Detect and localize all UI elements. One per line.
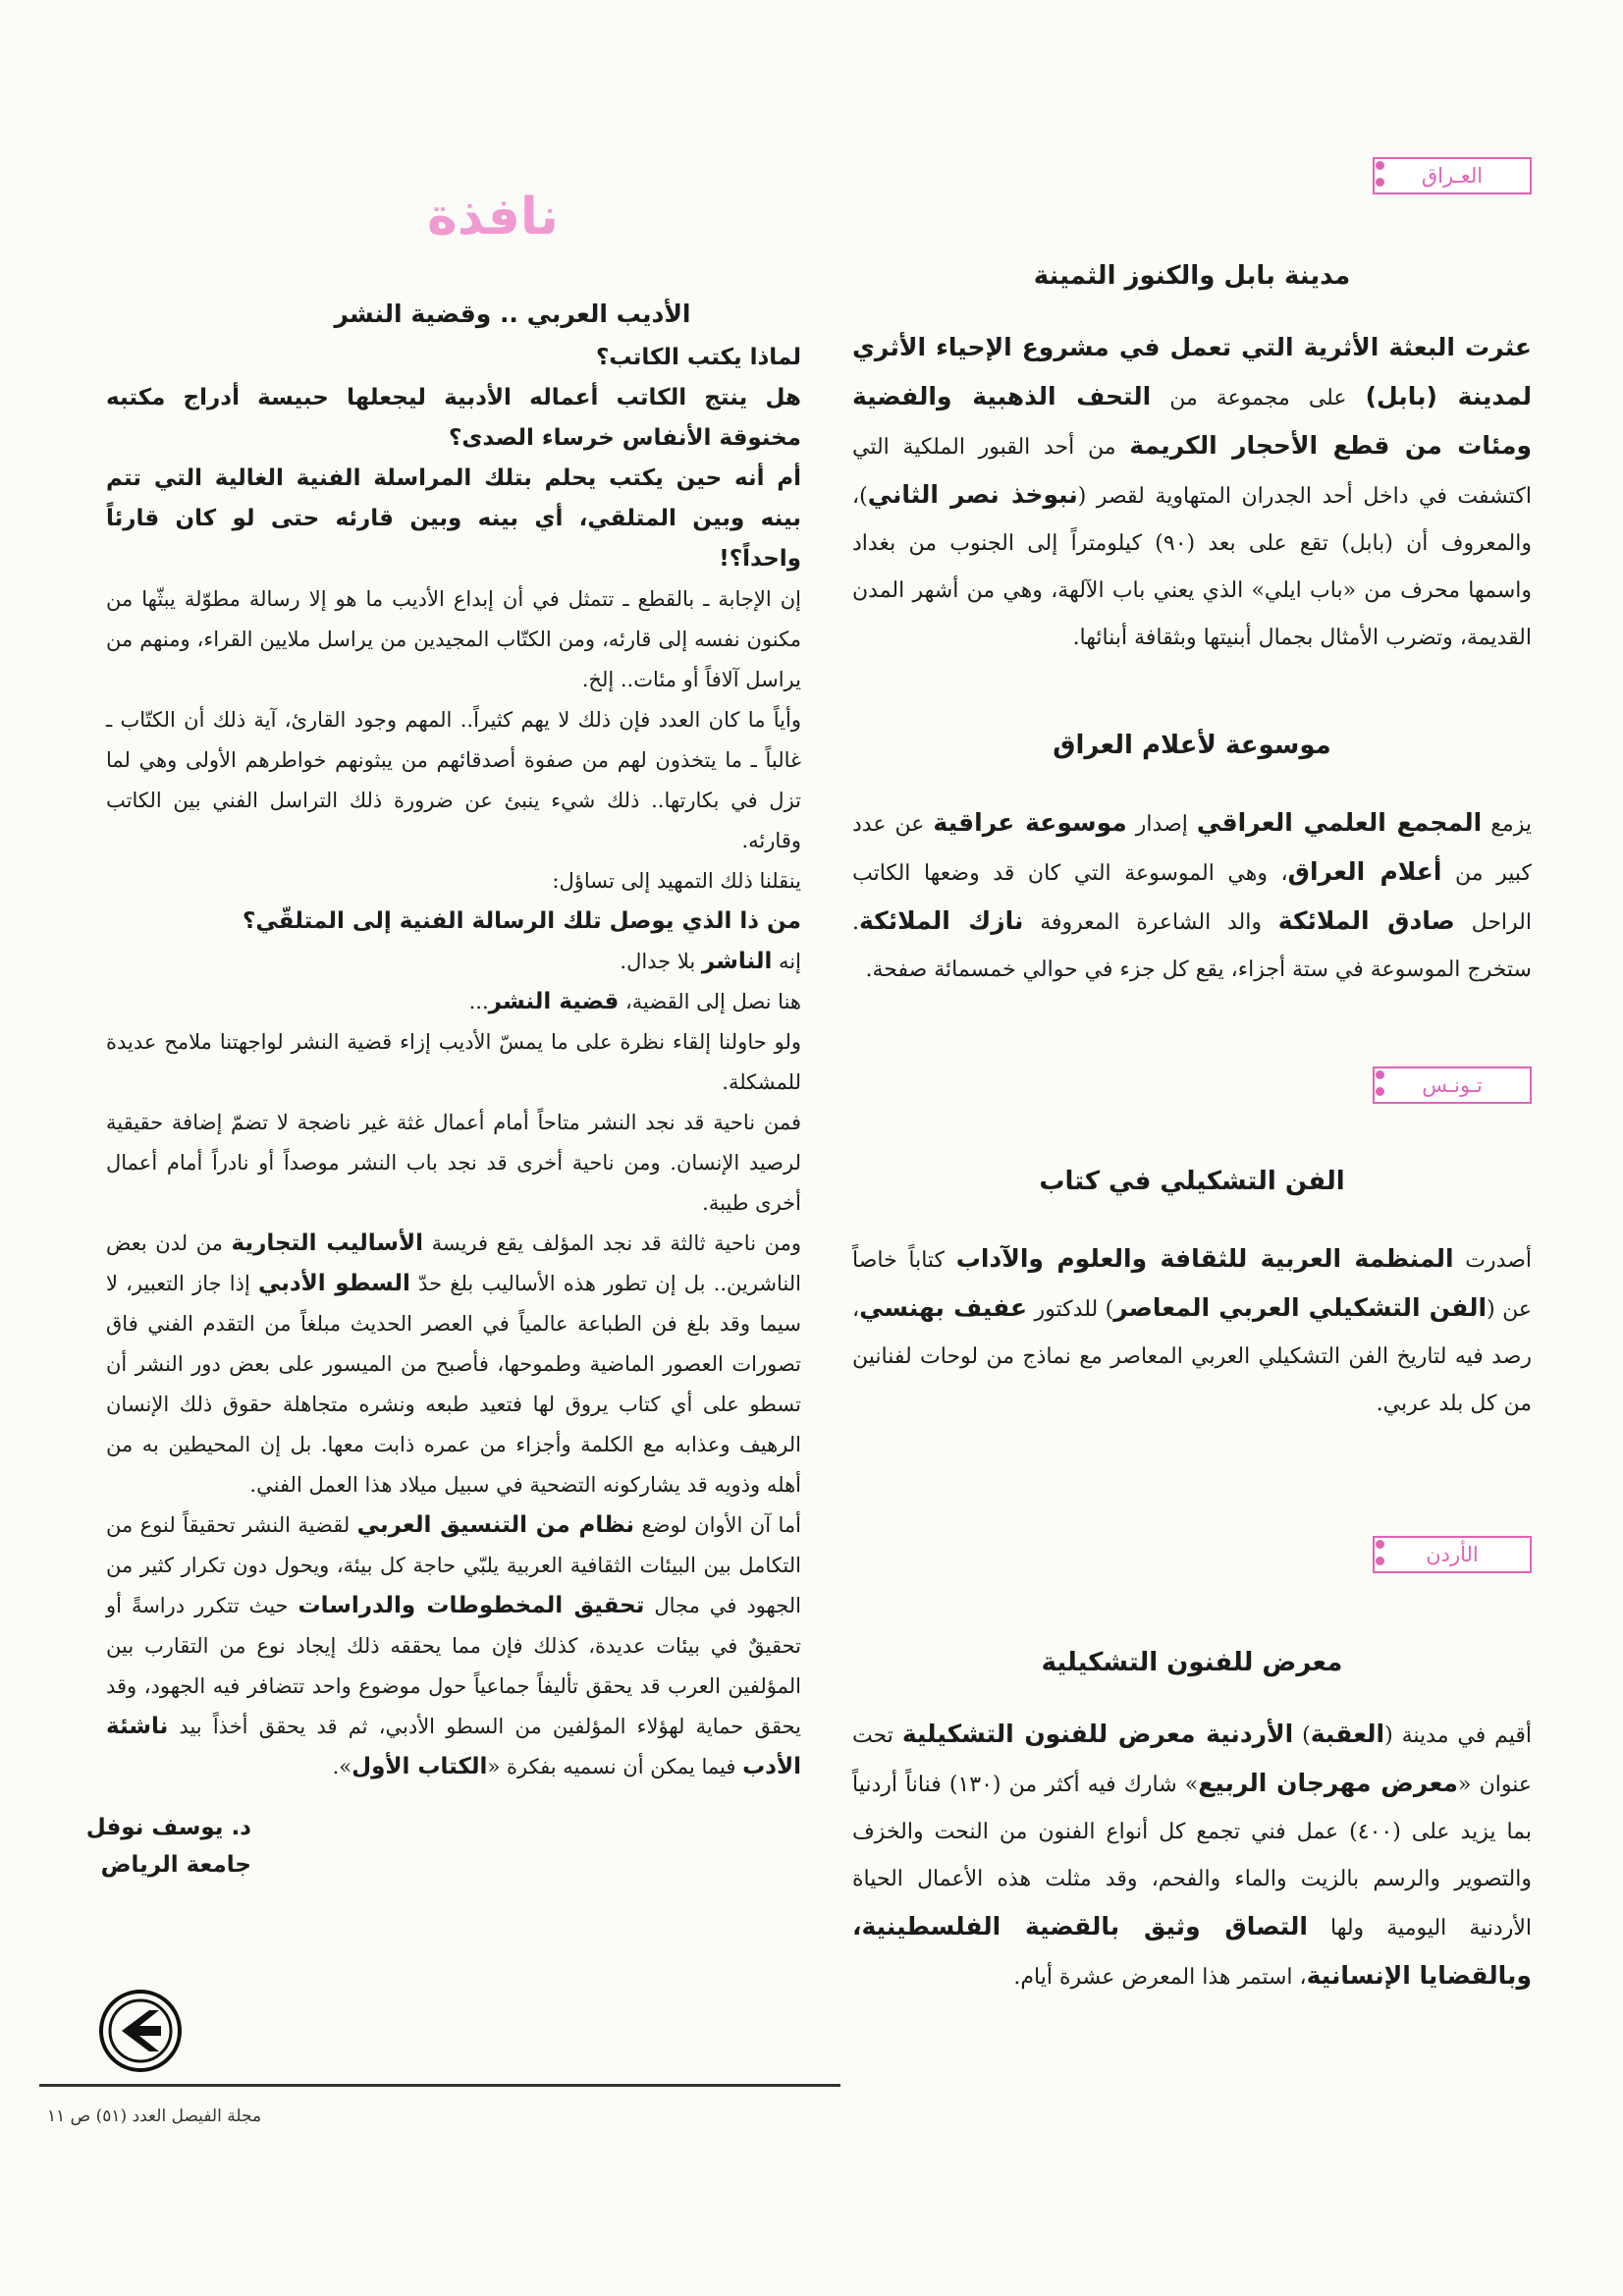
highlighted-phrase: العقبة [1310,1720,1385,1748]
text-run: من أحد القبور الملكية التي اكتشفت في داخل أحد الجدران المتهاوية لقصر ( [852,435,1532,509]
masthead-title: نافذة [427,188,559,246]
highlighted-phrase: نبوخذ نصر الثاني [867,480,1078,509]
page-footer: مجلة الفيصل العدد (٥١) ص ١١ [47,2106,262,2126]
text-run: . ستخرج الموسوعة في ستة أجزاء، يقع كل جزء في حوالي خمسمائة صفحة. [852,910,1532,982]
text-run: عن عدد كبير من [852,812,1532,886]
essay-question: أم أنه حين يكتب يحلم بتلك المراسلة الفنية الغالية التي تتم بينه وبين المتلقي، أي بينه وبين قارئه حتى لو كان قارئاً واحداً؟! [106,465,801,572]
essay-paragraph: إنه الناشر بلا جدال. [620,949,801,974]
text-run: والد الشاعرة المعروفة [1023,910,1278,935]
article-body-art-book [852,1235,1532,1428]
essay-paragraph: ومن ناحية ثالثة قد نجد المؤلف يقع فريسة الأساليب التجارية من لدن بعض الناشرين.. بل إن تطور هذه الأساليب بلغ حدّ السطو الأدبي إذا جاز التعبير، لا سيما وقد بلغ فن الطباعة عالمياً في العصر الحديث مبلغاً من التقدم الفني فاق تصورات العصور الماضية وطموحها، فأصبح من الميسور على بعض دور النشر أن تسطو على أي كتاب يروق لها فتعيد طبعه ونشره متجاهلة حقوق ذلك الإنسان الرهيف وعذابه مع الكلمة وأجزاء من عمره ذابت معها. بل إن المحيطين به من أهله وذويه قد يشاركونه التضحية في سبيل ميلاد هذا العمل الفني. [106,1230,802,1497]
article-body-exhibition [852,1711,1532,2001]
highlighted-phrase: المجمع العلمي العراقي [1196,808,1483,837]
footer-rule [39,2084,840,2087]
text-run: )، والمعروف أن (بابل) تقع على بعد (٩٠) كيلومتراً إلى الجنوب من بغداد واسمها محرف من «باب ايلي» الذي يعني باب الآلهة، وهي من أشهر المدن القديمة، وتضرب الأمثال بجمال أبنيتها وبثقافة أبنائها. [852,484,1533,650]
tag-dots-icon [1371,1540,1384,1573]
essay-paragraph: ينقلنا ذلك التمهيد إلى تساؤل: [552,869,801,893]
highlighted-phrase: التحف الذهبية والفضية ومئات من قطع الأحجار الكريمة [852,382,1532,460]
highlighted-phrase: عفيف بهنسي [859,1293,1028,1322]
essay-signature [85,1809,801,1884]
news-column [852,155,1532,2001]
tag-dots-icon [1371,161,1384,194]
text-run: على مجموعة من [1151,386,1366,410]
tag-label: تـونـس [1373,1066,1532,1104]
text-run: ، استمر هذا المعرض عشرة أيام. [1013,1965,1307,1990]
highlighted-phrase: أعلام العراق [1287,857,1442,886]
text-run: ) [1293,1723,1311,1748]
text-run: أصدرت [1453,1248,1532,1273]
author-affiliation: جامعة الرياض [100,1852,251,1878]
highlighted-phrase: صادق الملائكة [1277,906,1455,935]
highlighted-phrase: الأردنية معرض للفنون التشكيلية [901,1720,1294,1748]
article-title-babylon: مدينة بابل والكنوز الثمينة [1033,261,1351,291]
essay-question: من ذا الذي يوصل تلك الرسالة الفنية إلى المتلقّي؟ [243,908,801,934]
essay-column [85,191,802,1884]
article-title-encyclopedia: موسوعة لأعلام العراق [1053,731,1331,760]
author-name: د. يوسف نوفل [85,1815,251,1840]
essay-paragraph: فمن ناحية قد نجد النشر متاحاً أمام أعمال غثة غير ناضجة لا تضمّ إضافة حقيقية لرصيد الإنسان. ومن ناحية أخرى قد نجد باب النشر موصداً أو نادراً أمام أعمال أخرى طيبة. [106,1111,801,1215]
text-run: ) للدكتور [1027,1297,1114,1322]
essay-paragraph: إن الإجابة ـ بالقطع ـ تتمثل في أن إبداع الأديب ما هو إلا رسالة مطوّلة يبثّها من مكنون نفسه إلى قارئه، ومن الكتّاب المجيدين من يراسل ملايين القراء، ومنهم من يراسل آلافاً أو مئات.. إلخ. [106,587,801,691]
essay-title: الأديب العربي .. وقضية النشر [334,300,691,328]
article-body-babylon [852,324,1532,662]
article-title-exhibition: معرض للفنون التشكيلية [1041,1648,1343,1677]
text-run: إصدار [1126,812,1197,837]
section-tag-tunisia [852,1065,1532,1116]
text-run: كتاباً خاصاً عن ( [852,1248,1532,1322]
text-run: ، رصد فيه لتاريخ الفن التشكيلي العربي المعاصر مع نماذج من لوحات لفنانين من كل بلد عربي. [852,1297,1532,1416]
article-title-art-book: الفن التشكيلي في كتاب [1039,1167,1345,1196]
highlighted-phrase: المنظمة العربية للثقافة والعلوم والآداب [955,1244,1454,1273]
text-run: يزمع [1482,812,1532,837]
section-tag-iraq [852,155,1532,206]
tag-label: الأردن [1373,1536,1532,1573]
highlighted-phrase: الفن التشكيلي العربي المعاصر [1113,1293,1488,1322]
highlighted-phrase: معرض مهرجان الربيع [1198,1769,1459,1797]
highlighted-phrase: موسوعة عراقية [933,808,1127,837]
highlighted-phrase: نازك الملائكة [859,906,1024,935]
essay-question: هل ينتج الكاتب أعماله الأدبية ليجعلها حبيسة أدراج مكتبه مخنوقة الأنفاس خرساء الصدى؟ [106,385,801,451]
tag-label: العـراق [1373,157,1532,194]
article-body-encyclopedia [852,799,1532,994]
text-run: » شارك فيه أكثر من (١٣٠) فناناً أردنياً بما يزيد على (٤٠٠) عمل فني تجمع كل أنواع الفنون من النحت والخزف والتصوير والرسم بالزيت والماء والفحم، وقد مثلت هذه الأعمال الحياة الأردنية اليومية ولها [852,1773,1533,1941]
essay-paragraph: هنا نصل إلى القضية، قضية النشر... [468,989,801,1014]
text-run: أقيم في مدينة ( [1384,1723,1533,1748]
text-run: ، وهي الموسوعة التي كان قد وضعها الكاتب الراحل [852,861,1532,935]
tag-dots-icon [1371,1070,1384,1104]
essay-paragraph: وأياً ما كان العدد فإن ذلك لا يهم كثيراً.. المهم وجود القارئ، آية ذلك أن الكتّاب ـ غالباً ـ ما يتخذون لهم من صفوة أصدقائهم من يبثونهم خواطرهم الأولى وهي لما تزل في بكارتها.. ذلك شيء ينبئ عن ضرورة ذلك التراسل الفني بين الكاتب وقارئه. [106,708,801,852]
essay-paragraph: أما آن الأوان لوضع نظام من التنسيق العربي لقضية النشر تحقيقاً لنوع من التكامل بين البيئات الثقافية العربية يلبّي حاجة كل بيئة، ويحول دون تكرار كثير من الجهود في مجال تحقيق المخطوطات والدراسات حيث تتكرر دراسةً أو تحقيقٌ في بيئات عديدة، كذلك فإن مما يحققه ذلك إيجاد نوع من التقارب بين المؤلفين العرب قد يحقق تأليفاً جماعياً حول موضوع واحد تتضافر فيه الجهود، وقد يحقق حماية لهؤلاء المؤلفين من السطو الأدبي، ثم قد يحقق أخذاً بيد ناشئة الأدب فيما يمكن أن نسميه بفكرة «الكتاب الأول». [106,1512,801,1779]
highlighted-phrase: عثرت البعثة الأثرية التي تعمل في مشروع الإحياء الأثري لمدينة (بابل) [852,333,1532,410]
highlighted-phrase: التصاق وثيق بالقضية الفلسطينية، وبالقضايا الإنسانية [852,1912,1532,1990]
text-run: تحت عنوان « [852,1723,1532,1797]
essay-question: لماذا يكتب الكاتب؟ [596,345,801,370]
essay-paragraph: ولو حاولنا إلقاء نظرة على ما يمسّ الأديب إزاء قضية النشر لواجهتنا ملامح عديدة للمشكلة. [106,1030,801,1094]
magazine-logo-icon [98,1989,183,2073]
section-tag-jordan [852,1534,1532,1585]
